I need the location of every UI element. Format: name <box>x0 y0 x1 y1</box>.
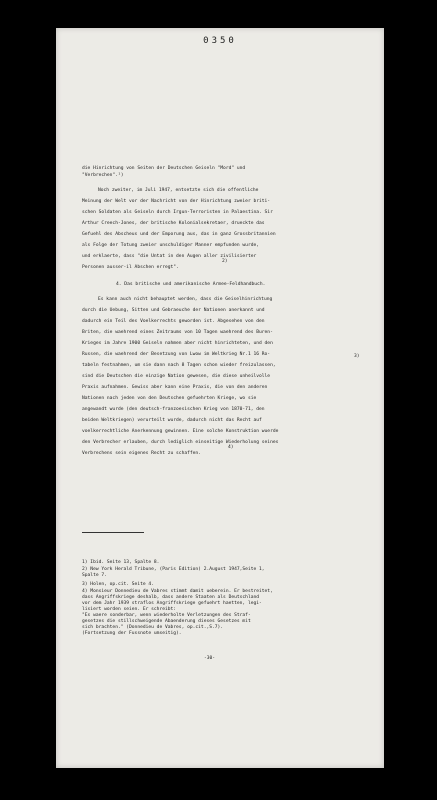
footnote-line: sich brachten." (Donnedieu de Vabres, op.cit.,S.7). <box>82 625 224 630</box>
body-line: "Verbrechen".¹) <box>82 173 124 178</box>
body-line: und erklaerte, dass "die Untat in den Augen aller zivilisierter <box>82 254 257 259</box>
footnote-mark: 2) <box>222 259 228 264</box>
footnote-line: lisiert worden seien. Er schreibt: <box>82 607 177 612</box>
footnote-line: 2) New York Herald Tribune, (Paris Edition) 2.August 1947,Seite 1, <box>82 567 265 572</box>
body-line: den Verbrecher erlauben, durch lediglich einseitige Wiederholung seines <box>82 440 279 445</box>
body-line: Nationen nach jeden von den Deutschen gefuehrten Kriege, wo sie <box>82 396 257 401</box>
body-line: Personen ausser-il Abschen erregt". <box>82 265 179 270</box>
body-line: Arthur Creech-Jones, der britische Kolonialsekretaer, drueckte das <box>82 221 265 226</box>
footnote-line: vor dem Jahr 1939 straflos Angriffskriege gefuehrt haetten, legi- <box>82 601 262 606</box>
body-line: voelkerrechtliche Anerkennung gewinnen. Eine solche Konstruktion wuerde <box>82 429 279 434</box>
document-page <box>56 28 384 768</box>
body-line: Noch zweiter, im Juli 1947, entsetzte sich die offentliche <box>98 188 259 193</box>
footnote-line: "Es waere sonderbar, wenn wiederholte Verletzungen des Straf- <box>82 613 251 618</box>
footnote-line: 3) Holen, op.cit. Seite 4. <box>82 582 154 587</box>
body-line: Gefuehl des Abscheus und der Emporung aus, das in ganz Grossbritannien <box>82 232 276 237</box>
body-line: durch die Uebung, Sitten und Gebraeuche der Nationen anerkannt und <box>82 308 265 313</box>
body-line: Es kann auch nicht behauptet werden, dass die Geiselhinrichtung <box>98 297 273 302</box>
footnote-line: 4) Monsieur Donnedieu de Vabres stimmt damit ueberein. Er bestreitet, <box>82 589 273 594</box>
body-line: Briten, die waehrend eines Zeitraums von 10 Tagen waehrend des Buren- <box>82 330 273 335</box>
body-line: angewandt wurde (den deutsch-franzoesischen Krieg von 1870-71, den <box>82 407 265 412</box>
body-line: Verbrechens sein eigenes Recht zu schaffen. <box>82 451 201 456</box>
body-line: Meinung der Welt vor der Nachricht von der Hinrichtung zweier briti- <box>82 199 271 204</box>
page-number: -30- <box>204 656 216 661</box>
body-line: schen Soldaten als Geiseln durch Irgun-Terroristen in Palaestina. Sir <box>82 210 273 215</box>
archive-stamp-number: 0350 <box>203 36 237 46</box>
body-line: Russen, die waehrend der Besetzung von Lwow im Weltkrieg Nr.1 16 Ro- <box>82 352 271 357</box>
section-heading: 4. Das britische und amerikanische Armee-Feldhandbuch. <box>116 282 266 287</box>
footnote-mark: 3) <box>354 354 360 359</box>
body-line: dadurch ein Teil des Voelkerrechts geworden ist. Abgesehen von den <box>82 319 265 324</box>
footnote-line: gesetzes die stillschweigende Abaenderung dieses Gesetzes mit <box>82 619 251 624</box>
body-line: sind die Deutschen die einzige Nation gewesen, die diese unheilvolle <box>82 374 271 379</box>
footnote-line: 1) Ibid. Seite 13, Spalte 8. <box>82 560 160 565</box>
footnote-separator <box>82 532 144 533</box>
body-line: tabeln festnahmen, um sie dann nach 8 Tagen schon wieder freizulassen, <box>82 363 276 368</box>
body-line: beiden Weltkriegen) verurteilt wurde, dadurch nicht das Recht auf <box>82 418 262 423</box>
footnote-line: Spalte 7. <box>82 573 107 578</box>
body-line: als Folge der Totung zweier unschuldiger Manner empfunden wurde, <box>82 243 260 248</box>
footnote-mark: 4) <box>228 445 234 450</box>
footnote-line: (Fortsetzung der Fussnote umseitig). <box>82 631 182 636</box>
footnote-line: dass Angriffskriege deshalb, dass andere Staaten als Deutschland <box>82 595 260 600</box>
body-line: Praxis aufnahmen. Gewiss aber kann eine Praxis, die von den anderen <box>82 385 268 390</box>
body-line: Krieges im Jahre 1900 Geiseln nahmen aber nicht hinrichteten, und den <box>82 341 273 346</box>
body-line: die Hinrichtung von Seiten der Deutschen Geiseln "Mord" und <box>82 166 246 171</box>
